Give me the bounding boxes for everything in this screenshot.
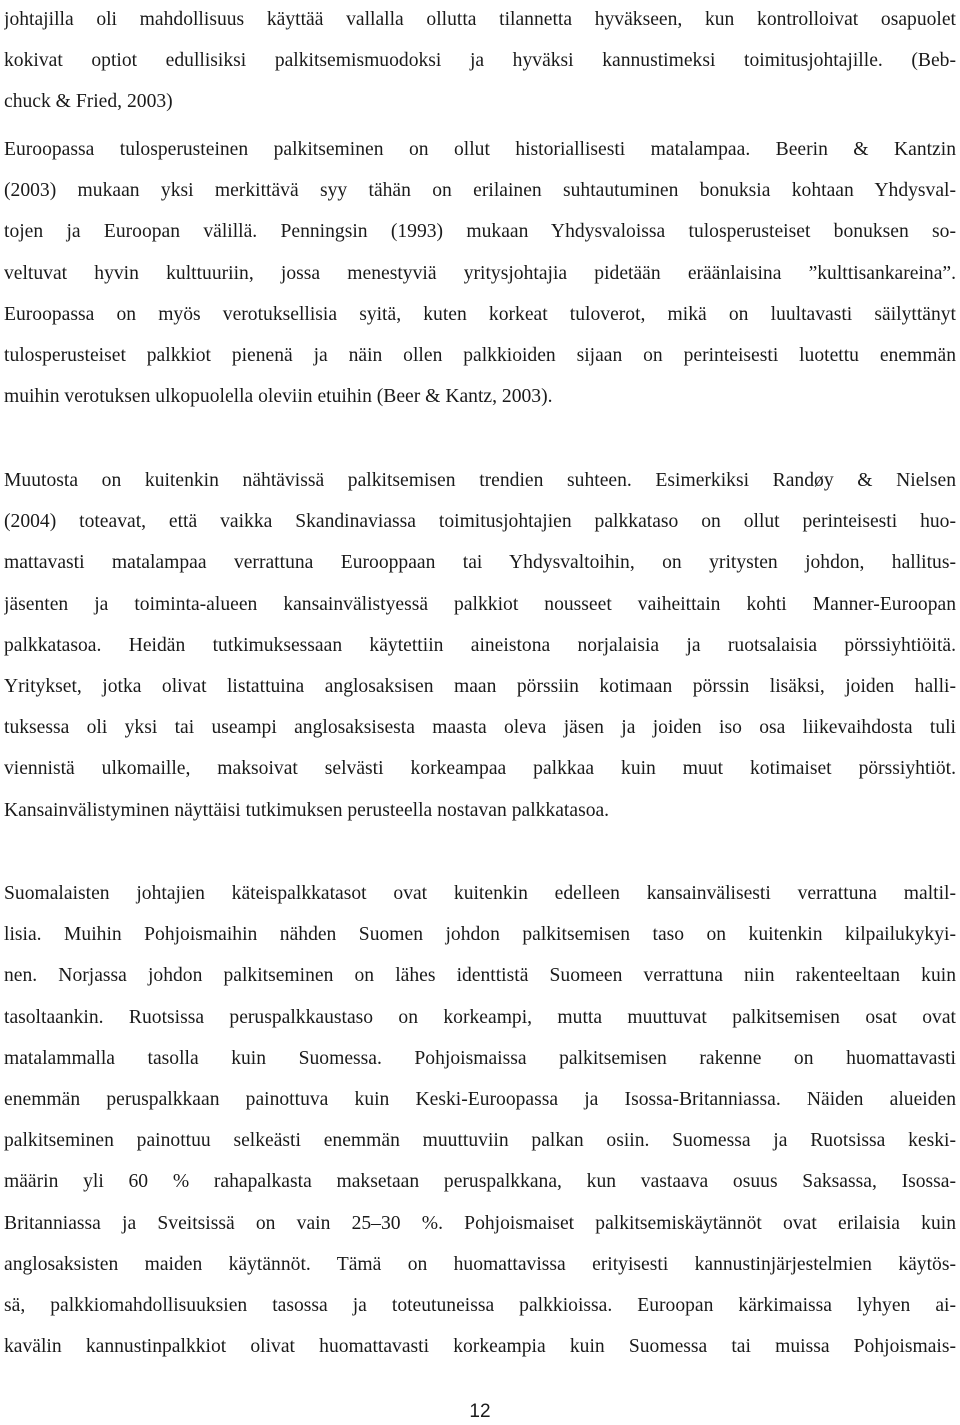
text-line: tasoltaankin. Ruotsissa peruspalkkaustaso on korkeampi, mutta muuttuvat palkitsemisen osat ovat (4, 1006, 956, 1028)
text-line: jäsenten ja toiminta-alueen kansainvälistyessä palkkiot nousseet vaiheittain kohti Manner-Euroopan (4, 593, 956, 615)
paragraph-3 (4, 460, 956, 831)
text-line: Euroopassa tulosperusteinen palkitseminen on ollut historiallisesti matalampaa. Beerin & Kantzin (4, 139, 956, 160)
text-line: Muutosta on kuitenkin nähtävissä palkitsemisen trendien suhteen. Esimerkiksi Randøy & Nielsen (4, 470, 956, 491)
text-line: muihin verotuksen ulkopuolella oleviin etuihin (Beer & Kantz, 2003). (4, 386, 553, 408)
text-line: Yritykset, jotka olivat listattuina anglosaksisen maan pörssiin kotimaan pörssin lisäksi, joiden halli- (4, 675, 956, 697)
text-line: johtajilla oli mahdollisuus käyttää vallalla ollutta tilannetta hyväkseen, kun kontrolloivat osapuolet (4, 9, 956, 30)
paragraph-1 (4, 0, 956, 123)
text-line: tulosperusteiset palkkiot pienenä ja näin ollen palkkioiden sijaan on perinteisesti luotettu enemmän (4, 344, 956, 366)
text-line: Britanniassa ja Sveitsissä on vain 25–30 %. Pohjoismaiset palkitsemiskäytännöt ovat erilaisia kuin (4, 1212, 956, 1234)
text-line: chuck & Fried, 2003) (4, 91, 173, 113)
text-line: matalammalla tasolla kuin Suomessa. Pohjoismaissa palkitsemisen rakenne on huomattavasti (4, 1047, 956, 1069)
text-line: Kansainvälistyminen näyttäisi tutkimuksen perusteella nostavan palkkatasoa. (4, 799, 610, 821)
text-line: Euroopassa on myös verotuksellisia syitä, kuten korkeat tuloverot, mikä on luultavasti säilyttänyt (4, 303, 956, 325)
text-line: viennistä ulkomaille, maksoivat selvästi korkeampaa palkkaa kuin muut kotimaiset pörssiyhtiöt. (4, 758, 956, 780)
text-line: Suomalaisten johtajien käteispalkkatasot ovat kuitenkin edelleen kansainvälisesti verrattuna maltil- (4, 883, 956, 904)
text-line: tojen ja Euroopan välillä. Penningsin (1993) mukaan Yhdysvaloissa tulosperusteiset bonuksen so- (4, 221, 956, 243)
text-line: enemmän peruspalkkaan painottuva kuin Keski-Euroopassa ja Isossa-Britanniassa. Näiden alueiden (4, 1088, 956, 1110)
text-line: lisia. Muihin Pohjoismaihin nähden Suomen johdon palkitsemisen taso on kuitenkin kilpailukykyi- (4, 924, 956, 946)
text-line: määrin yli 60 % rahapalkasta maksetaan peruspalkkana, kun vastaava osuus Saksassa, Isossa- (4, 1171, 956, 1193)
text-line: palkitseminen painottuu selkeästi enemmän muuttuviin palkan osiin. Suomessa ja Ruotsissa keski- (4, 1130, 956, 1152)
paragraph-2 (4, 129, 956, 417)
text-line: mattavasti matalampaa verrattuna Eurooppaan tai Yhdysvaltoihin, on yritysten johdon, hallitus- (4, 552, 956, 574)
page-number: 12 (469, 1401, 491, 1422)
text-line: (2004) toteavat, että vaikka Skandinaviassa toimitusjohtajien palkkataso on ollut perinteisesti huo- (4, 511, 956, 533)
text-line: veltuvat hyvin kulttuuriin, jossa menestyviä yritysjohtajia pidetään eräänlaisina ”kulttisankareina”. (4, 262, 956, 284)
paragraph-4 (4, 873, 956, 1367)
text-line: tuksessa oli yksi tai useampi anglosaksisesta maasta oleva jäsen ja joiden iso osa liikevaihdosta tuli (4, 717, 956, 739)
text-line: nen. Norjassa johdon palkitseminen on lähes identtistä Suomeen verrattuna niin rakenteeltaan kuin (4, 965, 956, 987)
text-line: palkkatasoa. Heidän tutkimuksessaan käytettiin aineistona norjalaisia ja ruotsalaisia pörssiyhtiöitä. (4, 634, 956, 656)
text-line: kavälin kannustinpalkkiot olivat huomattavasti korkeampia kuin Suomessa tai muissa Pohjoismais- (4, 1336, 956, 1358)
text-line: anglosaksisten maiden käytännöt. Tämä on huomattavissa erityisesti kannustinjärjestelmien käytös- (4, 1253, 956, 1275)
text-line: (2003) mukaan yksi merkittävä syy tähän on erilainen suhtautuminen bonuksia kohtaan Yhdysval- (4, 180, 956, 202)
text-line: sä, palkkiomahdollisuuksien tasossa ja toteutuneissa palkkioissa. Euroopan kärkimaissa lyhyen ai- (4, 1294, 956, 1316)
text-line: kokivat optiot edullisiksi palkitsemismuodoksi ja hyväksi kannustimeksi toimitusjohtajille. (Beb- (4, 50, 956, 72)
